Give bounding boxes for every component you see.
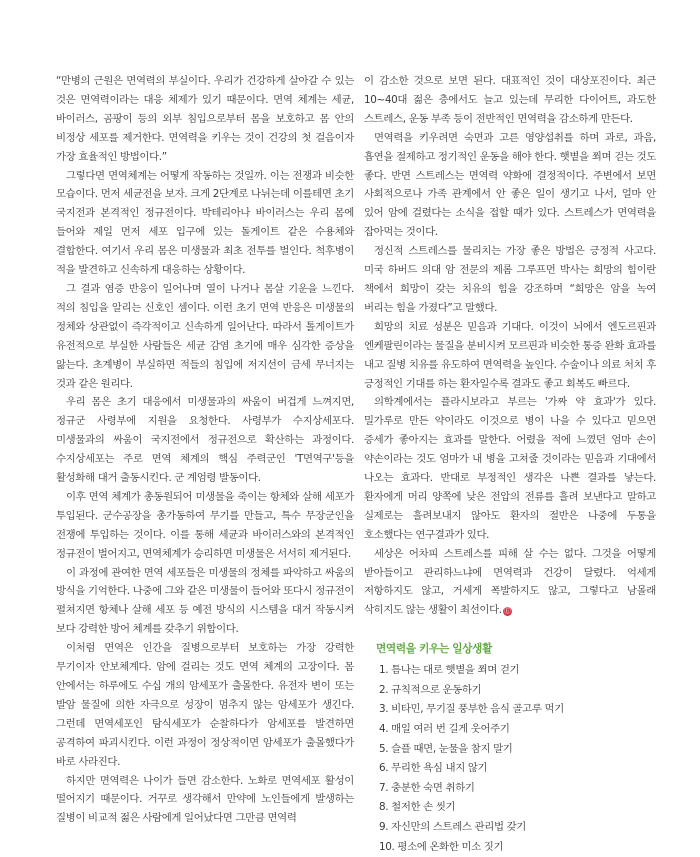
left-column <box>56 72 354 828</box>
paragraph-text: 세상은 어차피 스트레스를 피해 살 수는 없다. 그것을 어떻게 받아들이고 관리하느냐에 면역력과 건강이 달렸다. 억세게 저항하지도 않고, 거세게 폭발하지도 않고, 그렇다고 남몰래 삭히지도 않는 생활이 최선이다. <box>364 547 656 617</box>
list-item: 10. 평소에 온화한 미소 짓기 <box>379 840 504 853</box>
list-item: 6. 무리한 욕심 내지 않기 <box>379 762 488 775</box>
list-item: 4. 매일 여러 번 길게 웃어주기 <box>379 723 510 736</box>
paragraph: 이후 면역 체계가 총동원되어 미생물을 죽이는 항체와 살해 세포가 투입된다. 군수공장을 총가동하여 무기를 만들고, 특수 무장군인을 전쟁에 투입하는 것이다. 이를 통해 세균과 바이러스와의 본격적인 정규전이 벌어지고, 면역체계가 승리하면 미생물은 서서히 제거된다. <box>56 490 354 560</box>
paragraph: 이 과정에 관여한 면역 세포들은 미생물의 정체를 파악하고 싸움의 방식을 기억한다. 나중에 그와 같은 미생물이 들어와 또다시 정규전이 펼쳐지면 항체나 살해 세포 등 예전 방식의 시스템을 대거 작동시켜 보다 강력한 방어 체계를 갖추기 위함이다. <box>56 566 354 636</box>
paragraph: 의학계에서는 플라시보라고 부르는 '가짜 약 효과'가 있다. 밀가루로 만든 약이라도 이것으로 병이 나을 수 있다고 믿으면 증세가 좋아지는 효과를 말한다. 어렸을 적에 느꼈던 엄마 손이 약손이라는 것도 엄마가 내 병을 고쳐줄 것이라는 믿음과 기대에서 나오는 효과다. 반대로 부정적인 생각은 나쁜 결과를 낳는다. 환자에게 머리 양쪽에 낮은 전압의 전류를 흘려 보낸다고 말하고 실제로는 흘려보내지 않아도 환자의 절반은 나중에 두통을 호소했다는 연구결과가 있다. <box>364 396 656 541</box>
paragraph: “만병의 근원은 면역력의 부실이다. 우리가 건강하게 살아갈 수 있는 것은 면역력이라는 대응 체제가 있기 때문이다. 면역 체계는 세균, 바이러스, 곰팡이 등의 외부 침입으로부터 몸을 보호하고 몸 안의 비정상 세포를 제거한다. 면역력을 키우는 것이 건강의 첫 걸음이자 가장 효율적인 방법이다.” <box>56 75 354 163</box>
paragraph: 그렇다면 면역체계는 어떻게 작동하는 것일까. 이는 전쟁과 비슷한 모습이다. 먼저 세균전을 보자. 크게 2단계로 나뉘는데 이를테면 초기 국지전과 본격적인 정규전이다. 박테리아나 바이러스는 우리 몸에 들어와 제일 먼저 세포 입구에 있는 돌게이트 같은 수용체와 결합한다. 여기서 우리 몸은 미생물과 최초 전투를 벌인다. 척후병이 적을 발견하고 신속하게 대응하는 상황이다. <box>56 169 354 277</box>
end-mark-icon: Ⓔ <box>503 607 511 616</box>
list-item: 8. 철저한 손 씻기 <box>379 801 456 814</box>
paragraph: 정신적 스트레스를 물리치는 가장 좋은 방법은 긍정적 사고다. 미국 하버드 의대 암 전문의 제롬 그루프먼 박사는 희망의 힘이란 책에서 희망이 갖는 치유의 힘을 강조하며 “희망은 암을 녹여 버리는 힘을 가졌다”고 말했다. <box>364 245 656 314</box>
tips-box-title: 면역력을 키우는 일상생활 <box>376 643 493 656</box>
list-item: 7. 충분한 숙면 취하기 <box>379 781 475 794</box>
list-item: 5. 슬플 때면, 눈물을 참지 말기 <box>379 742 513 755</box>
list-item: 2. 규칙적으로 운동하기 <box>379 683 482 696</box>
paragraph: 하지만 면역력은 나이가 들면 감소한다. 노화로 면역세포 활성이 떨어지기 때문이다. 거꾸로 생각해서 만약에 노인들에게 발생하는 질병이 비교적 젊은 사람에게 일어났다면 그만큼 면역력 <box>56 774 354 825</box>
list-item: 1. 틈나는 대로 햇볕을 쬐며 걷기 <box>379 664 520 677</box>
paragraph: 희망의 치료 성분은 믿음과 기대다. 이것이 뇌에서 엔도르핀과 엔케팔린이라는 물질을 분비시켜 모르핀과 비슷한 통증 완화 효과를 내고 질병 치유를 유도하여 면역력을 높인다. 수술이나 의료 처치 후 긍정적인 기대를 하는 환자일수록 결과도 좋고 회복도 빠르다. <box>364 320 656 390</box>
right-column <box>364 72 656 857</box>
last-paragraph <box>364 545 656 621</box>
paragraph: 우리 몸은 초기 대응에서 미생물과의 싸움이 버겁게 느껴지면, 정규군 사령부에 지원을 요청한다. 사령부가 수지상세포다. 미생물과의 싸움이 국지전에서 정규전으로 확산하는 과정이다. 수지상세포는 주로 면역 체계의 핵심 주력군인 'T면역구'등을 활성화해 대거 출동시킨다. 군 계엄령 발동이다. <box>56 396 354 485</box>
list-item: 9. 자신만의 스트레스 관리법 갖기 <box>379 821 526 834</box>
paragraph: 이 감소한 것으로 보면 된다. 대표적인 것이 대상포진이다. 최근 10~40대 젊은 층에서도 늘고 있는데 무리한 다이어트, 과도한 스트레스, 운동 부족 등이 전반적인 면역력을 감소하게 만든다. <box>364 75 656 125</box>
paragraph: 면역력을 키우려면 숙면과 고른 영양섭취를 하며 과로, 과음, 흡연을 절제하고 정기적인 운동을 해야 한다. 햇볕을 쬐며 걷는 것도 좋다. 반면 스트레스는 면역력 약화에 결정적이다. 주변에서 보면 사회적으로나 가족 관계에서 안 좋은 일이 생기고 나서, 얼마 안 있어 암에 걸렸다는 소식을 접할 때가 있다. 스트레스가 면역력을 잡아먹는 것이다. <box>364 131 656 239</box>
list-item: 3. 비타민, 무기질 풍부한 음식 골고루 먹기 <box>379 703 564 716</box>
tips-box <box>364 640 656 857</box>
paragraph: 이처럼 면역은 인간을 질병으로부터 보호하는 가장 강력한 무기이자 안보체계다. 암에 걸리는 것도 면역 체계의 고장이다. 몸 안에서는 하루에도 수십 개의 암세포가 출몰한다. 유전자 변이 또는 발암 물질에 의한 자극으로 성장이 멈추지 않는 암세포가 생긴다. 그런데 면역세포인 탐식세포가 순찰하다가 암세포를 발견하면 공격하여 파괴시킨다. 이런 과정이 정상적이면 암세포가 출몰했다가 바로 사라진다. <box>56 642 354 768</box>
tips-list <box>376 661 656 857</box>
paragraph: 그 결과 염증 반응이 일어나며 열이 나거나 몸살 기운을 느낀다. 적의 침입을 알리는 신호인 셈이다. 이런 초기 면역 반응은 미생물의 정체와 상관없이 즉각적이고 신속하게 일어난다. 따라서 톨게이트가 유전적으로 부실한 사람들은 세균 감염 초기에 매우 심각한 증상을 앓는다. 초계병이 부실하면 적들의 침입에 저지선이 금세 무너지는 것과 같은 원리다. <box>56 282 354 390</box>
